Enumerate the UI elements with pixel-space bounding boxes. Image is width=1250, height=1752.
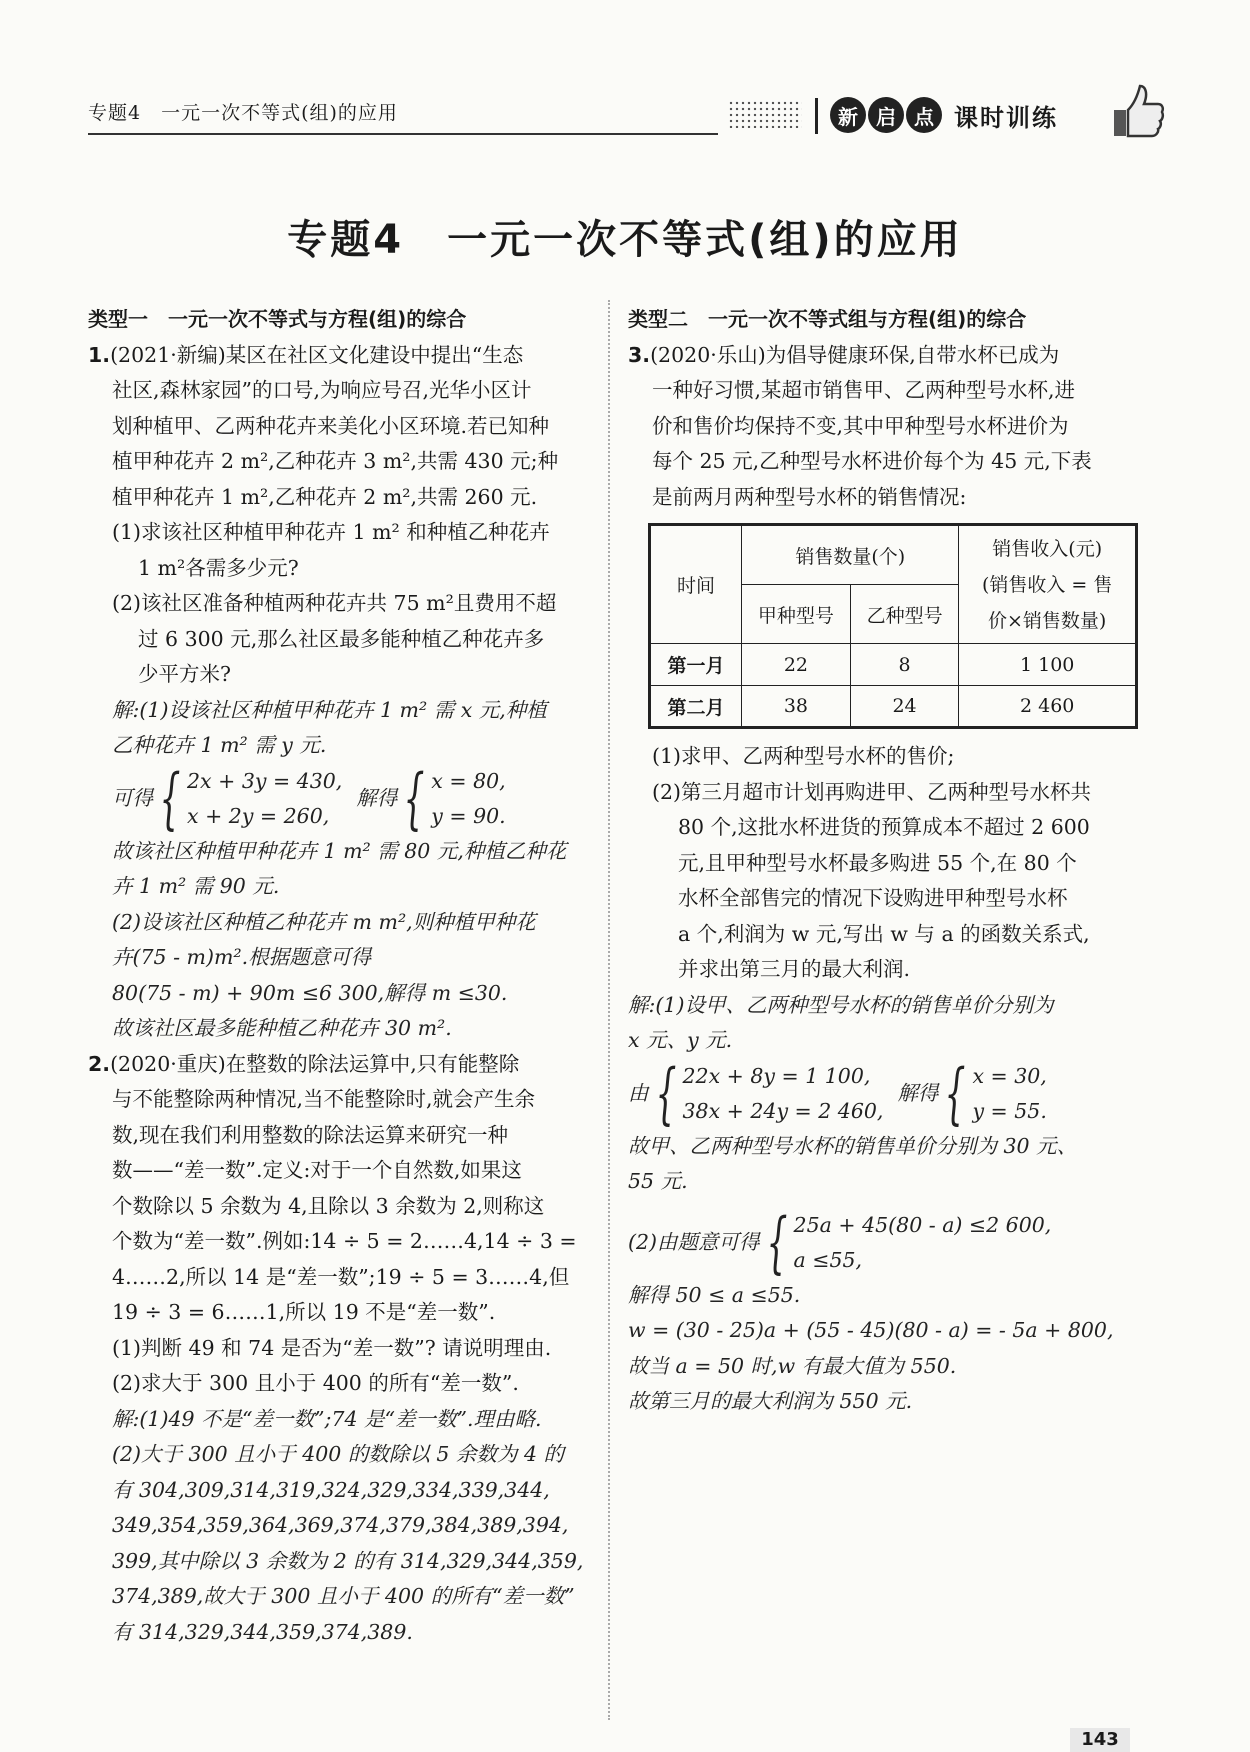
solve-word: 解得 [356, 786, 398, 810]
table-cell: 第一月 [650, 644, 742, 686]
inequality-system [628, 1203, 1138, 1281]
table-cell: 第二月 [650, 686, 742, 728]
sales-table [648, 523, 1138, 729]
equation: 38x + 24y = 2 460, [682, 1098, 884, 1123]
table-header-type-a: 甲种型号 [742, 585, 851, 644]
equation-system [628, 1054, 1138, 1132]
brace-icon: { [159, 759, 181, 837]
table-row [650, 644, 1137, 686]
solution-line: 349,354,359,364,369,374,379,384,389,394, [112, 1513, 569, 1537]
equation: 2x + 3y = 430, [187, 768, 343, 793]
equation-system [88, 759, 588, 837]
header-rule [88, 133, 718, 135]
brand-text: 课时训练 [954, 103, 1058, 132]
solution-line: 解:(1)设甲、乙两种型号水杯的销售单价分别为 [628, 992, 1054, 1017]
table-cell: 38 [742, 686, 851, 728]
question-text: 与不能整除两种情况,当不能整除时,就会产生余 [112, 1087, 536, 1111]
sub-question: 元,且甲种型号水杯最多购进 55 个,在 80 个 [678, 850, 1077, 875]
sub-question: (2)该社区准备种植两种花卉共 75 m²且费用不超 [112, 591, 557, 615]
sub-question: 过 6 300 元,那么社区最多能种植乙种花卉多 [138, 626, 545, 651]
solution-line: x 元、y 元. [628, 1028, 733, 1052]
question-text: 个数除以 5 余数为 4,且除以 3 余数为 2,则称这 [112, 1193, 545, 1218]
solution-line: 解:(1)49 不是“差一数”;74 是“差一数”.理由略. [112, 1406, 542, 1431]
table-cell: 2 460 [959, 686, 1137, 728]
thumbs-up-icon [1104, 80, 1166, 142]
question-text: 植甲种花卉 1 m²,乙种花卉 2 m²,共需 260 元. [112, 484, 538, 509]
question-text: 植甲种花卉 2 m²,乙种花卉 3 m²,共需 430 元;种 [112, 449, 559, 473]
solution-line: 故该社区最多能种植乙种花卉 30 m². [112, 1016, 452, 1040]
brace-icon: { [944, 1054, 966, 1132]
solution-2 [88, 1402, 588, 1651]
section-heading-type1: 类型一 一元一次不等式与方程(组)的综合 [88, 307, 467, 331]
question-text: 划种植甲、乙两种花卉来美化小区环境.若已知种 [112, 413, 550, 438]
solution-line: 卉 1 m² 需 90 元. [112, 874, 280, 898]
sub-question: 80 个,这批水杯进货的预算成本不超过 2 600 [678, 815, 1090, 839]
table-row [650, 686, 1137, 728]
table-cell: 8 [850, 644, 959, 686]
revenue-header-line: 价×销售数量) [988, 609, 1107, 632]
right-column [628, 302, 1138, 1420]
table-header-revenue [959, 525, 1137, 644]
question-text: (2020·乐山)为倡导健康环保,自带水杯已成为 [650, 342, 1060, 367]
table-header-type-b: 乙种型号 [850, 585, 959, 644]
table-cell: 22 [742, 644, 851, 686]
brace-icon: { [766, 1203, 788, 1281]
sub-question: (1)求该社区种植甲种花卉 1 m² 和种植乙种花卉 [112, 520, 550, 544]
equation: 22x + 8y = 1 100, [682, 1063, 871, 1088]
question-number: 3. [628, 342, 651, 367]
question-text: 社区,森林家园”的口号,为响应号召,光华小区计 [112, 378, 532, 402]
solution-line: 55 元. [628, 1169, 688, 1193]
solution-line: 故该社区种植甲种花卉 1 m² 需 80 元,种植乙种花 [112, 838, 567, 863]
solution-line: 卉(75 - m)m².根据题意可得 [112, 945, 372, 969]
solution-line: 有 314,329,344,359,374,389. [112, 1619, 413, 1644]
result: y = 90. [431, 803, 506, 828]
table-cell: 1 100 [959, 644, 1137, 686]
question-text: 数,现在我们利用整数的除法运算来研究一种 [112, 1122, 509, 1147]
brace-icon: { [403, 759, 425, 837]
solution-line: 80(75 - m) + 90m ≤6 300,解得 m ≤30. [112, 980, 508, 1005]
sub-question: 少平方米? [138, 662, 231, 686]
question-number: 2. [88, 1051, 111, 1076]
question-text: 数——“差一数”.定义:对于一个自然数,如果这 [112, 1158, 522, 1182]
question-text: 价和售价均保持不变,其中甲种型号水杯进价为 [652, 413, 1069, 438]
equation: x + 2y = 260, [187, 803, 330, 828]
result: y = 55. [972, 1098, 1047, 1123]
solution-line: w = (30 - 25)a + (55 - 45)(80 - a) = - 5a + 800, [628, 1318, 1114, 1342]
question-text: (2021·新编)某区在社区文化建设中提出“生态 [110, 342, 524, 367]
solution-line: 374,389,故大于 300 且小于 400 的所有“差一数” [112, 1584, 575, 1608]
result: x = 30, [972, 1063, 1047, 1088]
solution-line: 399,其中除以 3 余数为 2 的有 314,329,344,359, [112, 1548, 584, 1573]
question-number: 1. [88, 342, 111, 367]
solution-1 [88, 693, 588, 1047]
brand-logo [830, 97, 1058, 133]
revenue-header-line: (销售收入 = 售 [981, 573, 1113, 596]
revenue-header-line: 销售收入(元) [992, 537, 1103, 560]
solution-line: 解得 50 ≤ a ≤55. [628, 1282, 801, 1307]
sub-question: 并求出第三月的最大利润. [678, 957, 911, 981]
header-separator [815, 98, 818, 134]
inequality: a ≤55, [793, 1247, 863, 1272]
solution-line: (2)大于 300 且小于 400 的数除以 5 余数为 4 的 [112, 1442, 565, 1466]
sub-question: 1 m²各需多少元? [138, 555, 299, 580]
question-text: (2020·重庆)在整数的除法运算中,只有能整除 [110, 1051, 520, 1076]
question-text: 每个 25 元,乙种型号水杯进价每个为 45 元,下表 [652, 449, 1092, 473]
sub-question: a 个,利润为 w 元,写出 w 与 a 的函数关系式, [678, 921, 1090, 946]
inequality: 25a + 45(80 - a) ≤2 600, [793, 1212, 1052, 1237]
table-cell: 24 [850, 686, 959, 728]
question-1-line [88, 338, 588, 374]
result: x = 80, [431, 768, 506, 793]
sub-question: (1)判断 49 和 74 是否为“差一数”? 请说明理由. [112, 1335, 552, 1360]
question-text: 个数为“差一数”.例如:14 ÷ 5 = 2……4,14 ÷ 3 = [112, 1229, 577, 1253]
table-header-time: 时间 [650, 525, 742, 644]
brand-char-2: 启 [868, 97, 904, 133]
page-title: 专题4 一元一次不等式(组)的应用 [287, 217, 963, 263]
solution-line: 故甲、乙两种型号水杯的销售单价分别为 30 元、 [628, 1133, 1078, 1158]
brand-char-3: 点 [906, 97, 942, 133]
sub-question: 水杯全部售完的情况下设购进甲种型号水杯 [678, 886, 1068, 910]
solution-line: 有 304,309,314,319,324,329,334,339,344, [112, 1477, 550, 1502]
solution-line: 故当 a = 50 时,w 有最大值为 550. [628, 1353, 957, 1378]
solution-3 [628, 988, 1138, 1420]
system-lead: 可得 [112, 786, 153, 810]
brand-char-1: 新 [830, 97, 866, 133]
solution-line: 解:(1)设该社区种植甲种花卉 1 m² 需 x 元,种植 [112, 697, 547, 722]
column-divider [608, 300, 610, 1720]
sub-question: (2)第三月超市计划再购进甲、乙两种型号水杯共 [652, 779, 1092, 804]
solution-line: 乙种花卉 1 m² 需 y 元. [112, 733, 327, 757]
section-heading-type2: 类型二 一元一次不等式组与方程(组)的综合 [628, 307, 1027, 331]
solution-line: (2)设该社区种植乙种花卉 m m²,则种植甲种花 [112, 909, 536, 934]
question-text: 是前两月两种型号水杯的销售情况: [652, 484, 967, 509]
sub-question: (2)求大于 300 且小于 400 的所有“差一数”. [112, 1371, 519, 1395]
sub-question: (1)求甲、乙两种型号水杯的售价; [652, 744, 955, 768]
question-text: 一种好习惯,某超市销售甲、乙两种型号水杯,进 [652, 378, 1076, 402]
table-header-qty: 销售数量(个) [742, 525, 959, 585]
page-number: 143 [1070, 1728, 1130, 1752]
system-lead: (2)由题意可得 [628, 1230, 760, 1254]
question-3-line [628, 338, 1138, 374]
header-dot-pattern [728, 100, 802, 128]
question-2-line [88, 1047, 588, 1083]
question-text: 4……2,所以 14 是“差一数”;19 ÷ 5 = 3……4,但 [112, 1264, 570, 1289]
question-text: 19 ÷ 3 = 6……1,所以 19 不是“差一数”. [112, 1300, 496, 1324]
solution-line: 故第三月的最大利润为 550 元. [628, 1389, 913, 1413]
running-header: 专题4 一元一次不等式(组)的应用 [88, 102, 398, 124]
system-lead: 由 [628, 1081, 649, 1105]
brace-icon: { [655, 1054, 676, 1132]
solve-word: 解得 [897, 1081, 939, 1105]
left-column [88, 302, 588, 1650]
